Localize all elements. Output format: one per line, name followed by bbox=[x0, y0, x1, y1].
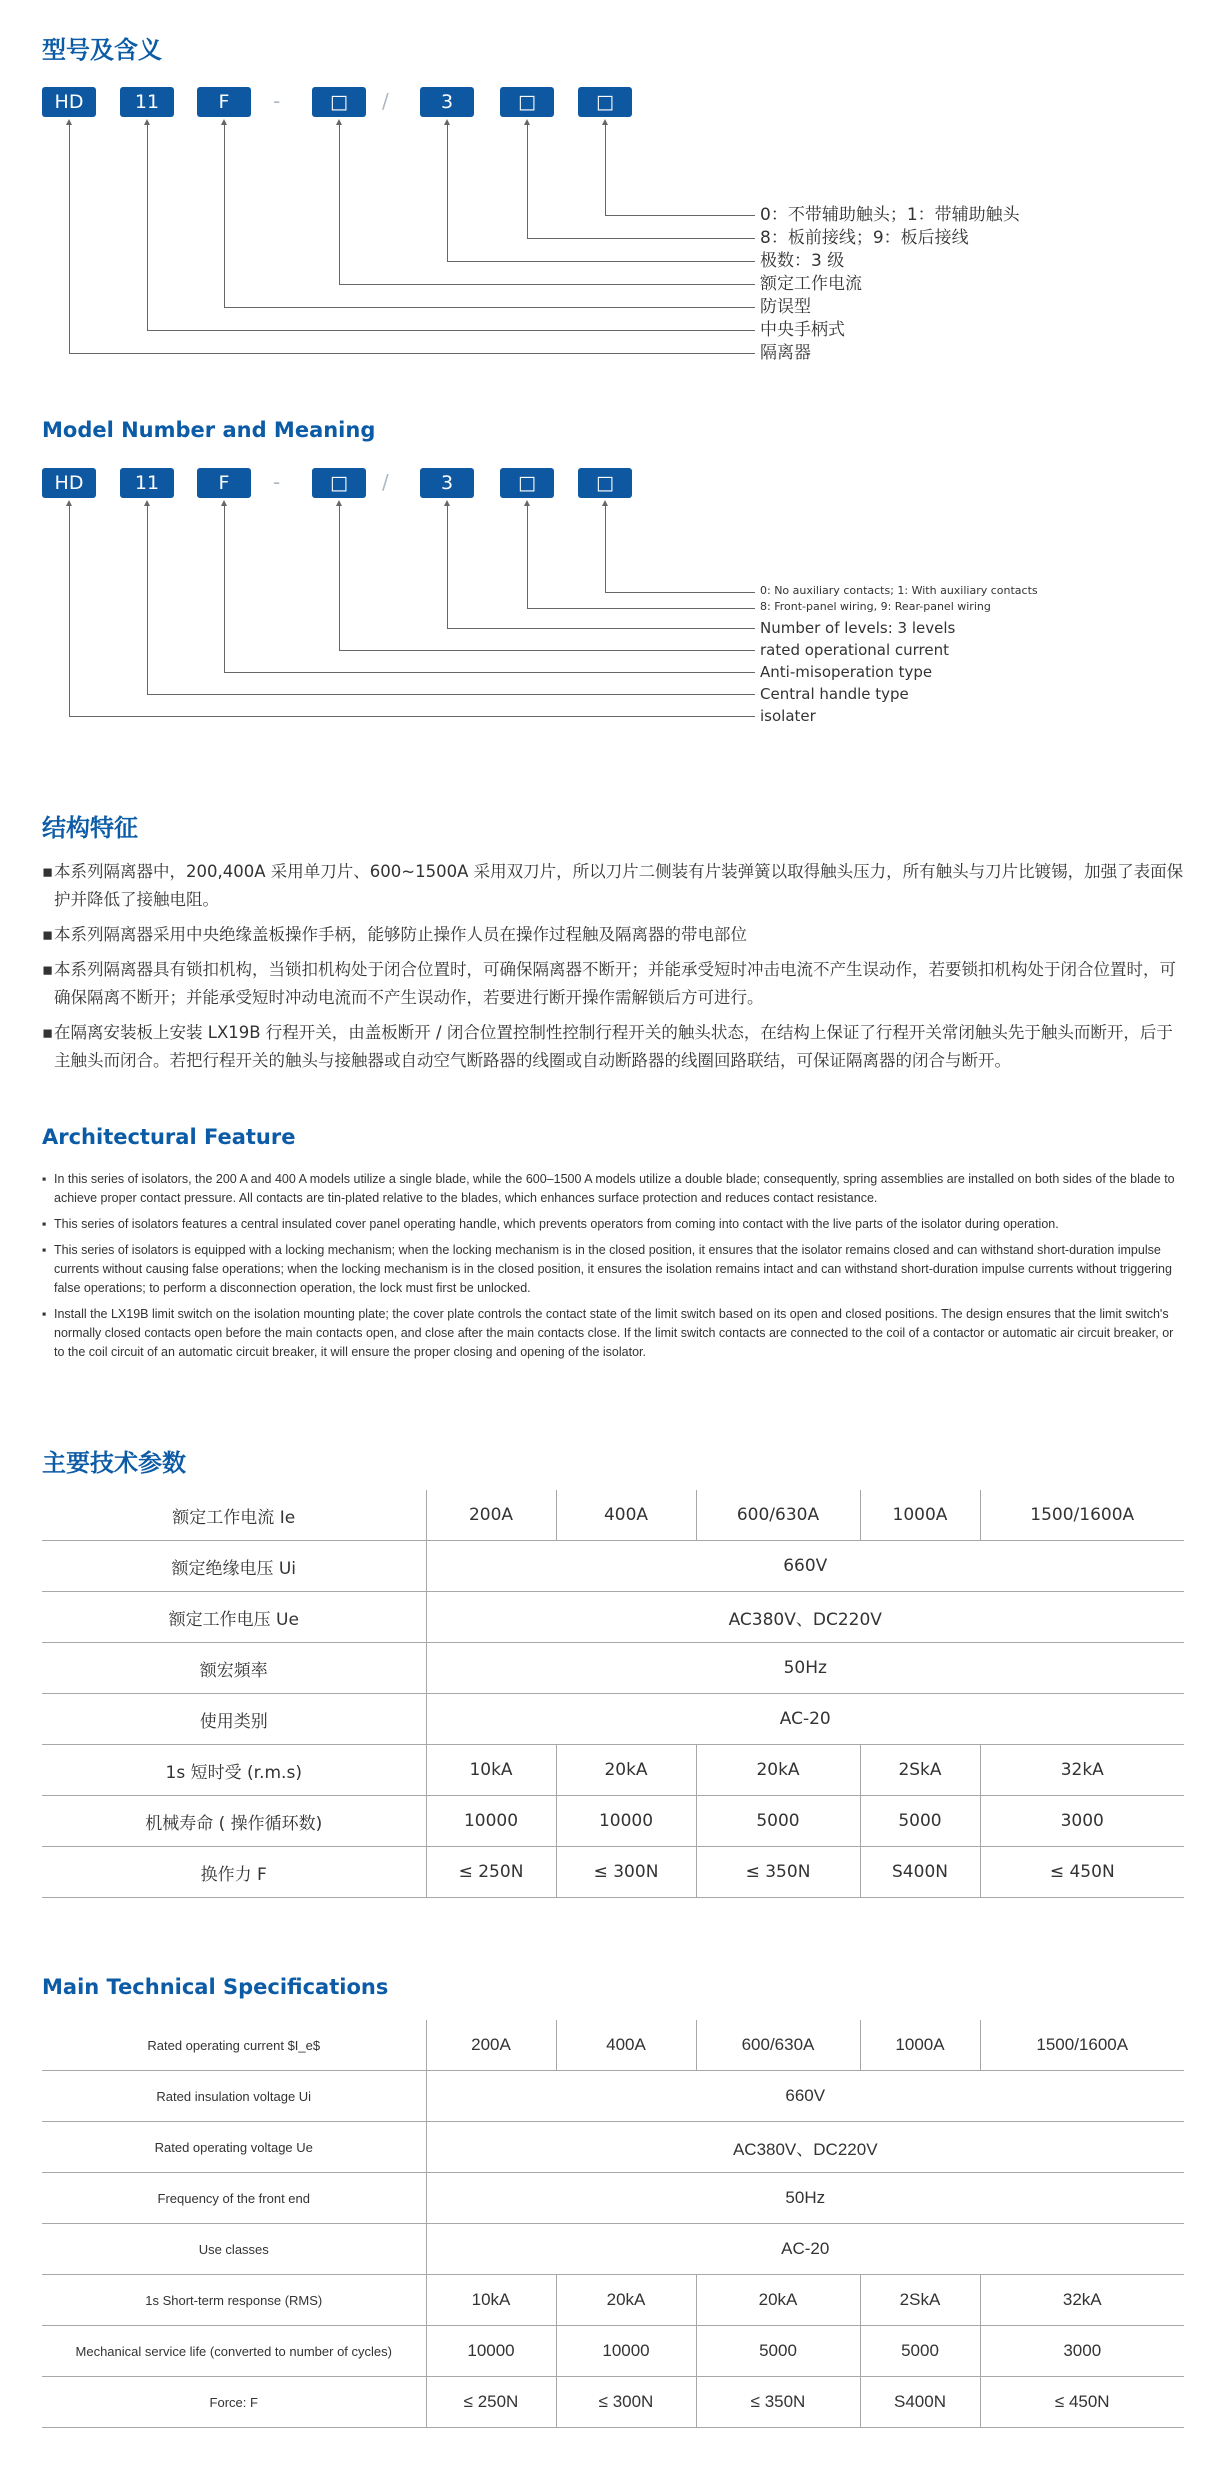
model-meaning-label: Number of levels: 3 levels bbox=[760, 619, 956, 637]
feature-cn-item: ▪ 本系列隔离器采用中央绝缘盖板操作手柄，能够防止操作人员在操作过程触及隔离器的带电部位 bbox=[42, 921, 1184, 949]
code-separator: / bbox=[382, 470, 389, 494]
spec-value: 32kA bbox=[980, 1745, 1184, 1796]
spec-value: S400N bbox=[860, 1847, 980, 1898]
spec-value: AC-20 bbox=[426, 2224, 1184, 2275]
spec-row bbox=[42, 1745, 1184, 1796]
model-code-box: □ bbox=[500, 468, 554, 498]
spec-value: ≤ 350N bbox=[696, 1847, 860, 1898]
spec-value: 400A bbox=[556, 1490, 696, 1541]
spec-label: Mechanical service life (converted to number of cycles) bbox=[42, 2326, 426, 2377]
model-meaning-label: 0: No auxiliary contacts; 1: With auxiliary contacts bbox=[760, 584, 1038, 597]
spec-value: ≤ 450N bbox=[980, 1847, 1184, 1898]
spec-value: 1500/1600A bbox=[980, 2020, 1184, 2071]
model-meaning-label: 8：板前接线；9：板后接线 bbox=[760, 228, 969, 248]
model-meaning-label: 隔离器 bbox=[760, 343, 811, 363]
spec-value: 5000 bbox=[860, 2326, 980, 2377]
model-code-box: 3 bbox=[420, 468, 474, 498]
spec-row bbox=[42, 2020, 1184, 2071]
features-en-list bbox=[42, 1170, 1184, 1369]
spec-value: 200A bbox=[426, 1490, 556, 1541]
spec-row bbox=[42, 2173, 1184, 2224]
spec-value: 5000 bbox=[860, 1796, 980, 1847]
spec-value: ≤ 250N bbox=[426, 1847, 556, 1898]
spec-label: Frequency of the front end bbox=[42, 2173, 426, 2224]
spec-value: 2SkA bbox=[860, 2275, 980, 2326]
spec-value: 200A bbox=[426, 2020, 556, 2071]
spec-value: AC-20 bbox=[426, 1694, 1184, 1745]
model-code-box: □ bbox=[500, 87, 554, 117]
spec-value: 5000 bbox=[696, 1796, 860, 1847]
model-code-box: F bbox=[197, 468, 251, 498]
feature-cn-item: ▪ 在隔离安装板上安装 LX19B 行程开关，由盖板断开 / 闭合位置控制性控制行程开关的触头状态，在结构上保证了行程开关常闭触头先于触头而断开，后于主触头而闭合。若把行程开关的触头与接触器或自动空气断路器的线圈或自动断路器的线圈回路联结，可保证隔离器的闭合与断开。 bbox=[42, 1019, 1184, 1075]
model-code-box: 11 bbox=[120, 87, 174, 117]
feature-cn-item: ▪ 本系列隔离器中，200,400A 采用单刀片、600~1500A 采用双刀片，所以刀片二侧装有片装弹簧以取得触头压力，所有触头与刀片比镀锡，加强了表面保护并降低了接触电阻。 bbox=[42, 858, 1184, 914]
spec-value: ≤ 300N bbox=[556, 1847, 696, 1898]
model-meaning-label: 防误型 bbox=[760, 297, 811, 317]
spec-label: 使用类别 bbox=[42, 1694, 426, 1745]
model-meaning-label: 0：不带辅助触头；1：带辅助触头 bbox=[760, 205, 1020, 225]
specs-en-table bbox=[42, 2020, 1184, 2428]
spec-value: 1000A bbox=[860, 2020, 980, 2071]
specs-cn-table bbox=[42, 1490, 1184, 1898]
spec-row bbox=[42, 2326, 1184, 2377]
spec-value: 10000 bbox=[426, 1796, 556, 1847]
spec-label: 额定工作电压 Ue bbox=[42, 1592, 426, 1643]
model-meaning-label: isolater bbox=[760, 707, 816, 725]
model-en-diagram bbox=[0, 468, 1219, 768]
model-cn-diagram bbox=[0, 87, 1219, 387]
spec-value: 50Hz bbox=[426, 1643, 1184, 1694]
model-code-box: F bbox=[197, 87, 251, 117]
spec-value: 2SkA bbox=[860, 1745, 980, 1796]
spec-value: S400N bbox=[860, 2377, 980, 2428]
features-cn-title: 结构特征 bbox=[42, 814, 138, 842]
spec-row bbox=[42, 2377, 1184, 2428]
model-code-box: HD bbox=[42, 87, 96, 117]
leader-line bbox=[69, 502, 755, 717]
leader-line bbox=[69, 121, 755, 354]
code-separator: / bbox=[382, 89, 389, 113]
spec-row bbox=[42, 2071, 1184, 2122]
spec-row bbox=[42, 2275, 1184, 2326]
model-meaning-label: 8: Front-panel wiring, 9: Rear-panel wiring bbox=[760, 600, 991, 613]
model-code-box: HD bbox=[42, 468, 96, 498]
feature-en-item: ▪ This series of isolators features a central insulated cover panel operating handle, which prevents operators from coming into contact with the live parts of the isolator during operation. bbox=[42, 1215, 1184, 1234]
spec-label: 1s 短时受 (r.m.s) bbox=[42, 1745, 426, 1796]
spec-value: 20kA bbox=[696, 2275, 860, 2326]
spec-label: 换作力 F bbox=[42, 1847, 426, 1898]
model-code-box: 11 bbox=[120, 468, 174, 498]
spec-row bbox=[42, 1847, 1184, 1898]
model-cn-title: 型号及含义 bbox=[42, 36, 162, 64]
spec-value: 660V bbox=[426, 2071, 1184, 2122]
spec-value: 10kA bbox=[426, 2275, 556, 2326]
model-meaning-label: Central handle type bbox=[760, 685, 909, 703]
feature-en-item: ▪ In this series of isolators, the 200 A and 400 A models utilize a single blade, while the 600–1500 A models utilize a double blade; consequently, spring assemblies are installed on both sides of the blade to achieve proper contact pressure. All contacts are tin-plated relative to the blades, which enhances surface protection and reduces contact resistance. bbox=[42, 1170, 1184, 1208]
model-code-box: □ bbox=[312, 468, 366, 498]
model-meaning-label: 额定工作电流 bbox=[760, 274, 862, 294]
model-meaning-label: rated operational current bbox=[760, 641, 950, 659]
spec-value: 600/630A bbox=[696, 2020, 860, 2071]
feature-en-item: ▪ Install the LX19B limit switch on the isolation mounting plate; the cover plate controls the contact state of the limit switch based on its open and closed positions. The design ensures that the limit switch's normally closed contacts open before the main contacts open, and close after the main contacts close. If the limit switch contacts are connected to the coil of a contactor or automatic air circuit breaker, or to the coil circuit of an automatic circuit breaker, it will ensure the proper closing and opening of the isolator. bbox=[42, 1305, 1184, 1362]
code-separator: - bbox=[273, 89, 281, 113]
model-meaning-label: 中央手柄式 bbox=[760, 320, 845, 340]
spec-row bbox=[42, 2122, 1184, 2173]
spec-value: 600/630A bbox=[696, 1490, 860, 1541]
specs-en-title: Main Technical Specifications bbox=[42, 1975, 389, 1999]
spec-value: ≤ 350N bbox=[696, 2377, 860, 2428]
spec-label: Rated insulation voltage Ui bbox=[42, 2071, 426, 2122]
spec-value: 3000 bbox=[980, 1796, 1184, 1847]
spec-value: 50Hz bbox=[426, 2173, 1184, 2224]
spec-value: 5000 bbox=[696, 2326, 860, 2377]
model-meaning-label: Anti-misoperation type bbox=[760, 663, 933, 681]
spec-value: 10000 bbox=[426, 2326, 556, 2377]
spec-row bbox=[42, 2224, 1184, 2275]
spec-label: 额定工作电流 Ie bbox=[42, 1490, 426, 1541]
spec-row bbox=[42, 1592, 1184, 1643]
spec-value: 20kA bbox=[556, 2275, 696, 2326]
spec-label: Rated operating voltage Ue bbox=[42, 2122, 426, 2173]
spec-label: 额定绝缘电压 Ui bbox=[42, 1541, 426, 1592]
feature-en-item: ▪ This series of isolators is equipped with a locking mechanism; when the locking mechanism is in the closed position, it ensures that the isolator remains closed and can withstand short-duration impulse currents without causing false operations; when the locking mechanism is in the closed position, it ensures the isolation remains intact and can withstand short-duration impulse currents without triggering false operations; to perform a disconnection operation, the lock must first be unlocked. bbox=[42, 1241, 1184, 1298]
spec-value: ≤ 250N bbox=[426, 2377, 556, 2428]
spec-row bbox=[42, 1796, 1184, 1847]
model-code-box: 3 bbox=[420, 87, 474, 117]
model-en-title: Model Number and Meaning bbox=[42, 418, 376, 442]
features-en-title: Architectural Feature bbox=[42, 1125, 296, 1149]
spec-row bbox=[42, 1694, 1184, 1745]
spec-row bbox=[42, 1541, 1184, 1592]
features-cn-list bbox=[42, 858, 1184, 1082]
specs-cn-title: 主要技术参数 bbox=[42, 1449, 186, 1477]
spec-label: 额宏頻率 bbox=[42, 1643, 426, 1694]
spec-value: AC380V、DC220V bbox=[426, 1592, 1184, 1643]
spec-value: 400A bbox=[556, 2020, 696, 2071]
spec-value: 1500/1600A bbox=[980, 1490, 1184, 1541]
model-meaning-label: 极数：3 级 bbox=[760, 251, 845, 271]
arrow-up-icon bbox=[66, 119, 72, 125]
spec-label: 机械寿命 ( 操作循环数) bbox=[42, 1796, 426, 1847]
model-code-box: □ bbox=[578, 87, 632, 117]
feature-cn-item: ▪ 本系列隔离器具有锁扣机构，当锁扣机构处于闭合位置时，可确保隔离器不断开；并能承受短时冲击电流不产生误动作，若要锁扣机构处于闭合位置时，可确保隔离不断开；并能承受短时冲动电流而不产生误动作，若要进行断开操作需解锁后方可进行。 bbox=[42, 956, 1184, 1012]
spec-value: ≤ 450N bbox=[980, 2377, 1184, 2428]
spec-label: Rated operating current $I_e$ bbox=[42, 2020, 426, 2071]
spec-label: Force: F bbox=[42, 2377, 426, 2428]
arrow-up-icon bbox=[66, 500, 72, 506]
spec-label: 1s Short-term response (RMS) bbox=[42, 2275, 426, 2326]
spec-value: 32kA bbox=[980, 2275, 1184, 2326]
spec-value: 10kA bbox=[426, 1745, 556, 1796]
spec-value: 10000 bbox=[556, 2326, 696, 2377]
model-code-box: □ bbox=[578, 468, 632, 498]
spec-row bbox=[42, 1490, 1184, 1541]
model-code-box: □ bbox=[312, 87, 366, 117]
spec-value: 660V bbox=[426, 1541, 1184, 1592]
spec-value: 1000A bbox=[860, 1490, 980, 1541]
spec-value: 20kA bbox=[696, 1745, 860, 1796]
spec-value: ≤ 300N bbox=[556, 2377, 696, 2428]
spec-value: AC380V、DC220V bbox=[426, 2122, 1184, 2173]
spec-row bbox=[42, 1643, 1184, 1694]
code-separator: - bbox=[273, 470, 281, 494]
spec-value: 20kA bbox=[556, 1745, 696, 1796]
spec-value: 3000 bbox=[980, 2326, 1184, 2377]
spec-value: 10000 bbox=[556, 1796, 696, 1847]
spec-label: Use classes bbox=[42, 2224, 426, 2275]
